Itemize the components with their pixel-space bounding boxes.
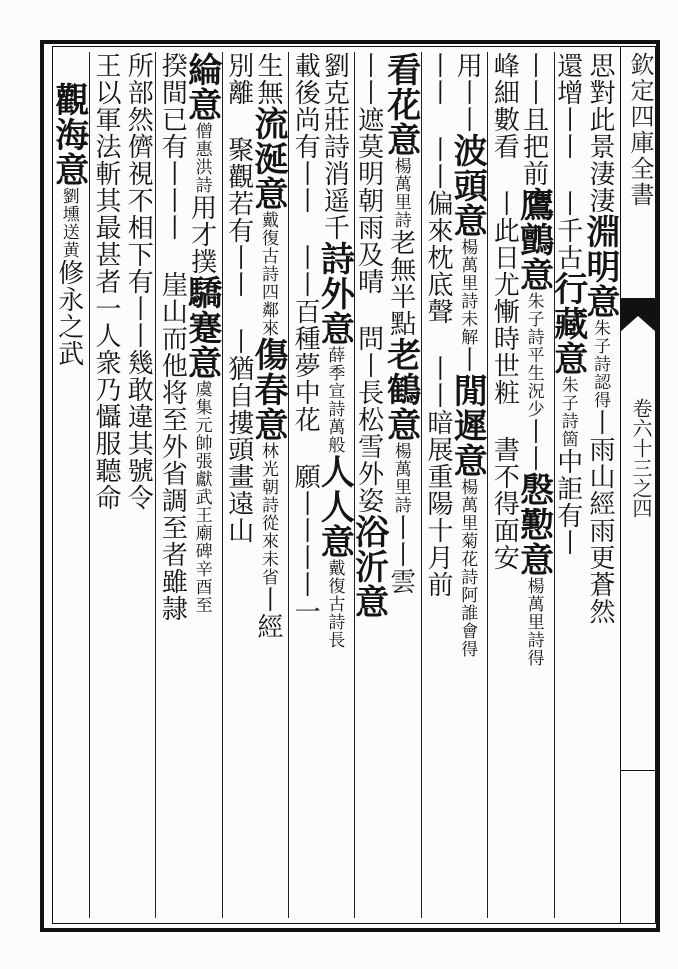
body-text: 丨猶自摟頭畫遠山 [223,328,254,544]
margin-rule [620,770,656,771]
book-title: 欽定四庫全書 [626,52,654,208]
body-text: 丨丨 [518,418,549,472]
source-note: 戴復古詩四鄰來 [257,211,278,337]
text-column [579,52,620,918]
body-text: 丨經 [252,586,283,640]
text-column [348,52,389,918]
text-column [447,52,488,918]
body-text: 峰細數看 [489,52,520,160]
body-text: 用丨丨 [452,52,483,133]
text-column [314,52,355,918]
source-note: 朱子詩平生況少 [523,292,544,418]
text-column [380,52,421,918]
text-column [222,52,256,918]
body-text: 丨丨暗展重陽十月前 [422,355,453,598]
body-text: 用才撲 [186,194,217,275]
body-text: 還增丨丨 [552,52,583,160]
body-text: 丨丨且把前 [518,52,549,187]
source-note: 劉壎送黄 [58,187,79,259]
juan-number: 卷六十三之四 [629,398,653,518]
entry-heading: 老鶴意 [380,337,421,442]
text-column [89,52,123,918]
entry-heading: 浴沂意 [348,514,389,619]
body-text: 丨丨偏來枕底聲 [422,136,453,325]
text-column [547,52,588,918]
source-note: 楊萬里詩 [390,157,411,229]
text-column [247,52,288,918]
text-column [155,52,189,918]
entry-heading: 淵明意 [579,214,620,319]
body-text: 中詎有丨 [552,448,583,556]
entry-heading: 波頭意 [447,133,488,238]
entry-heading: 看花意 [380,52,421,157]
body-text: 別離 [223,52,254,106]
source-note: 戴復古詩長 [324,559,345,649]
text-column [181,52,222,918]
body-text: 丨雨山經雨更蒼然 [584,409,615,625]
entry-heading: 閒遲意 [447,373,488,478]
entry-heading: 流涎意 [247,106,288,211]
source-note: 楊萬里詩得 [523,577,544,667]
fishtail-mark-icon [618,298,658,332]
body-text: 載後尚有丨丨 [290,52,321,214]
body-text: 王以軍法斬其最甚者一人衆乃懾服聽命 [90,52,121,511]
entry-heading: 驕蹇意 [181,275,222,380]
source-note: 虞集元帥張獻武王廟碑辛酉至 [191,380,212,614]
text-column [122,52,155,918]
entry-heading: 詩外意 [314,241,355,346]
source-note: 朱子詩箇 [557,376,578,448]
body-text: 崖山而他将至外省調至者雖隷 [157,271,188,622]
body-text: 劉克莊詩消遥千 [319,52,350,241]
body-text: 問丨長松雪外姿 [353,325,384,514]
source-note: 薛季宣詩萬般 [324,346,345,454]
body-text: 丨丨 [422,52,453,106]
body-text: 揆間已有丨丨丨 [157,52,188,241]
entry-heading: 觀海意 [48,82,89,187]
body-text: 願丨丨丨丨一 [290,463,321,625]
source-note: 楊萬里詩未解 [457,238,478,346]
entry-heading: 鷹鸇意 [513,187,554,292]
text-column [513,52,554,918]
body-text: 修永之武 [53,259,84,367]
body-text: 生無 [252,52,283,106]
body-text: 丨千古 [552,190,583,271]
entry-heading: 傷春意 [247,337,288,442]
entry-heading: 慇懃意 [513,472,554,577]
text-column [421,52,455,918]
body-text: 丨此日尤慚時世粧 [489,190,520,406]
body-text: 丨丨遮莫明朝雨及晴 [353,52,384,295]
source-note: 朱子詩認得 [589,319,610,409]
body-text: 老無半點 [385,229,416,337]
body-text: 書不得面安 [489,436,520,571]
body-text: 思對此景淒淒 [584,52,615,214]
body-text: 丨丨雲 [385,514,416,595]
source-note: 楊萬里詩 [390,442,411,514]
body-text: 丨丨百種夢中花 [290,244,321,433]
text-column [288,52,322,918]
source-note: 僧惠洪詩 [191,122,212,194]
text-column [487,52,521,918]
source-note: 楊萬里菊花詩阿誰會得 [457,478,478,658]
entry-heading: 行藏意 [547,271,588,376]
entry-heading: 綸意 [181,52,222,122]
body-text: 所部然儕視不相下有丨丨幾敢違其號令 [123,52,154,511]
body-text: 丨 [452,346,483,373]
text-column [48,52,89,918]
body-text: 聚觀若有丨丨 [223,136,254,298]
source-note: 林光朝詩從來未省 [257,442,278,586]
entry-heading: 人人意 [314,454,355,559]
